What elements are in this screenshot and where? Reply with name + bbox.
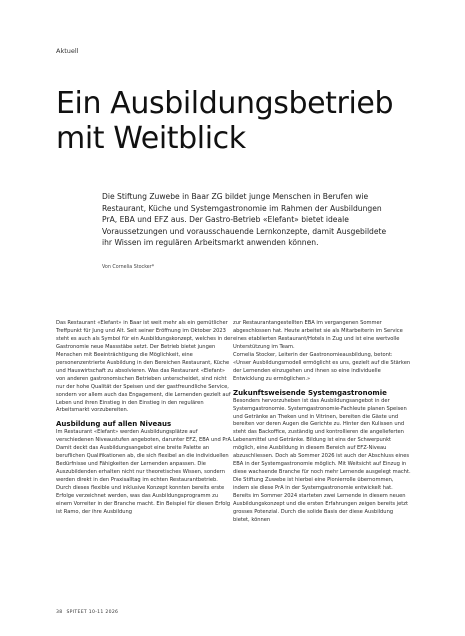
body-paragraph: Besonders hervorzuheben ist das Ausbildungsangebot in der Systemgastronomie. Systemgastronomie-Fachleute planen Speisen und Getränke an Theken und in Vitrinen, bereiten die Gäste und bereiten vor deren Augen die Gerichte zu. Hinter den Kulissen und steht das Backoffice, zuständig und kontrollieren die angelieferten Lebensmittel und Getränke. Bildung ist eins der Schwerpunkt möglich, eine Ausbildung in diesem Bereich auf EFZ-Niveau abzuschliessen. Doch ab Sommer 2026 ist auch der Abschluss eines EBA in der Systemgastronomie möglich. Mit Weitsicht auf Einzug in diese wachsende Branche für noch mehr Lernende ausgelegt macht. [233, 397, 411, 476]
body-paragraph: Im Restaurant «Elefant» werden Ausbildungsplätze auf verschiedenen Niveaustufen angeboten, darunter EFZ, EBA und PrA. Damit deckt das Ausbildungsangebot eine breite Palette an beruflichen Qualifikationen ab, die sich flexibel an die individuellen Bedürfnisse und Fähigkeiten der Lernenden anpassen. Die Auszubildenden erhalten nicht nur theoretisches Wissen, sondern werden direkt in den Praxisalltag im echten Restaurantbetrieb. [56, 429, 233, 484]
section-label: Aktuell [56, 47, 79, 55]
text-column-right [233, 320, 411, 525]
body-paragraph: Das Restaurant «Elefant» in Baar ist weit mehr als ein gemütlicher Treffpunkt für Jung und Alt. Seit seiner Eröffnung im Oktober 2023 steht es auch als Symbol für ein Ausbildungskonzept, welches in der Gastronomie neue Massstäbe setzt. Der Betrieb bietet jungen Menschen mit Beeinträchtigung die Möglichkeit, eine personenzentrierte Ausbildung in den Bereichen Restaurant, Küche und Hauswirtschaft zu absolvieren. Was das Restaurant «Elefant» von anderen gastronomischen Betrieben unterscheidet, sind nicht nur der hohe Qualität der Speisen und der gastfreundliche Service, sondern vor allem auch das Engagement, die Lernenden gezielt auf Leben und ihren Einstieg in den Einstieg in den regulären Arbeitsmarkt vorzubereiten. [56, 320, 233, 414]
body-paragraph: Die Stiftung Zuwebe ist hierbei eine Pionierrolle übernommen, indem sie diese PrA in der Systemgastronomie entwickelt hat. Bereits im Sommer 2024 starteten zwei Lernende in diesem neuen Ausbildungskonzept und die ersten Erfahrungen zeigen bereits jetzt grosses Potenzial. Durch die solide Basis der diese Ausbildung bietet, können [233, 477, 408, 523]
byline: Von Cornelia Stocker* [102, 265, 155, 270]
text-column-left [56, 320, 234, 517]
subheading: Ausbildung auf allen Niveaus [56, 420, 172, 429]
lead-paragraph: Die Stiftung Zuwebe in Baar ZG bildet junge Menschen in Berufen wie Restaurant, Küche und Systemgastronomie im Rahmen der Ausbildungen PrA, EBA und EFZ aus. Der Gastro-Betrieb «Elefant» bietet ideale Voraussetzungen und vorausschauende Lernkonzepte, damit Ausgebildete ihr Wissen im regulären Arbeitsmarkt anwenden können. [102, 192, 387, 248]
headline [56, 86, 436, 156]
headline-line-2: mit Weitblick [56, 121, 246, 156]
subheading: Zukunftsweisende Systemgastronomie [233, 388, 387, 397]
magazine-name: SPITEET 10-11 2026 [66, 610, 119, 615]
headline-line-1: Ein Ausbildungsbetrieb [56, 86, 394, 121]
body-paragraph: Durch dieses flexible und inklusive Konzept konnten bereits erste Erfolge verzeichnet werden, was das Ausbildungsprogramm zu einem Vorreiter in der Branche macht. Ein Beispiel für diesen Erfolg ist Ramo, der ihre Ausbildung [56, 485, 231, 515]
body-paragraph: Cornelia Stocker, Leiterin der Gastronomieausbildung, betont: «Unser Ausbildungsmodell ermöglicht es uns, gezielt auf die Stärken der Lernenden einzugehen und ihnen so eine individuelle Entwicklung zu ermöglichen.» [233, 351, 411, 382]
page-number: 38 [56, 610, 63, 615]
page-footer [56, 610, 122, 615]
body-paragraph: zur Restaurantangestellten EBA im vergangenen Sommer abgeschlossen hat. Heute arbeitet sie als Mitarbeiterin im Service eines etablierten Restaurant/Hotels in Zug und ist eine wertvolle Unterstützung im Team. [233, 320, 403, 350]
